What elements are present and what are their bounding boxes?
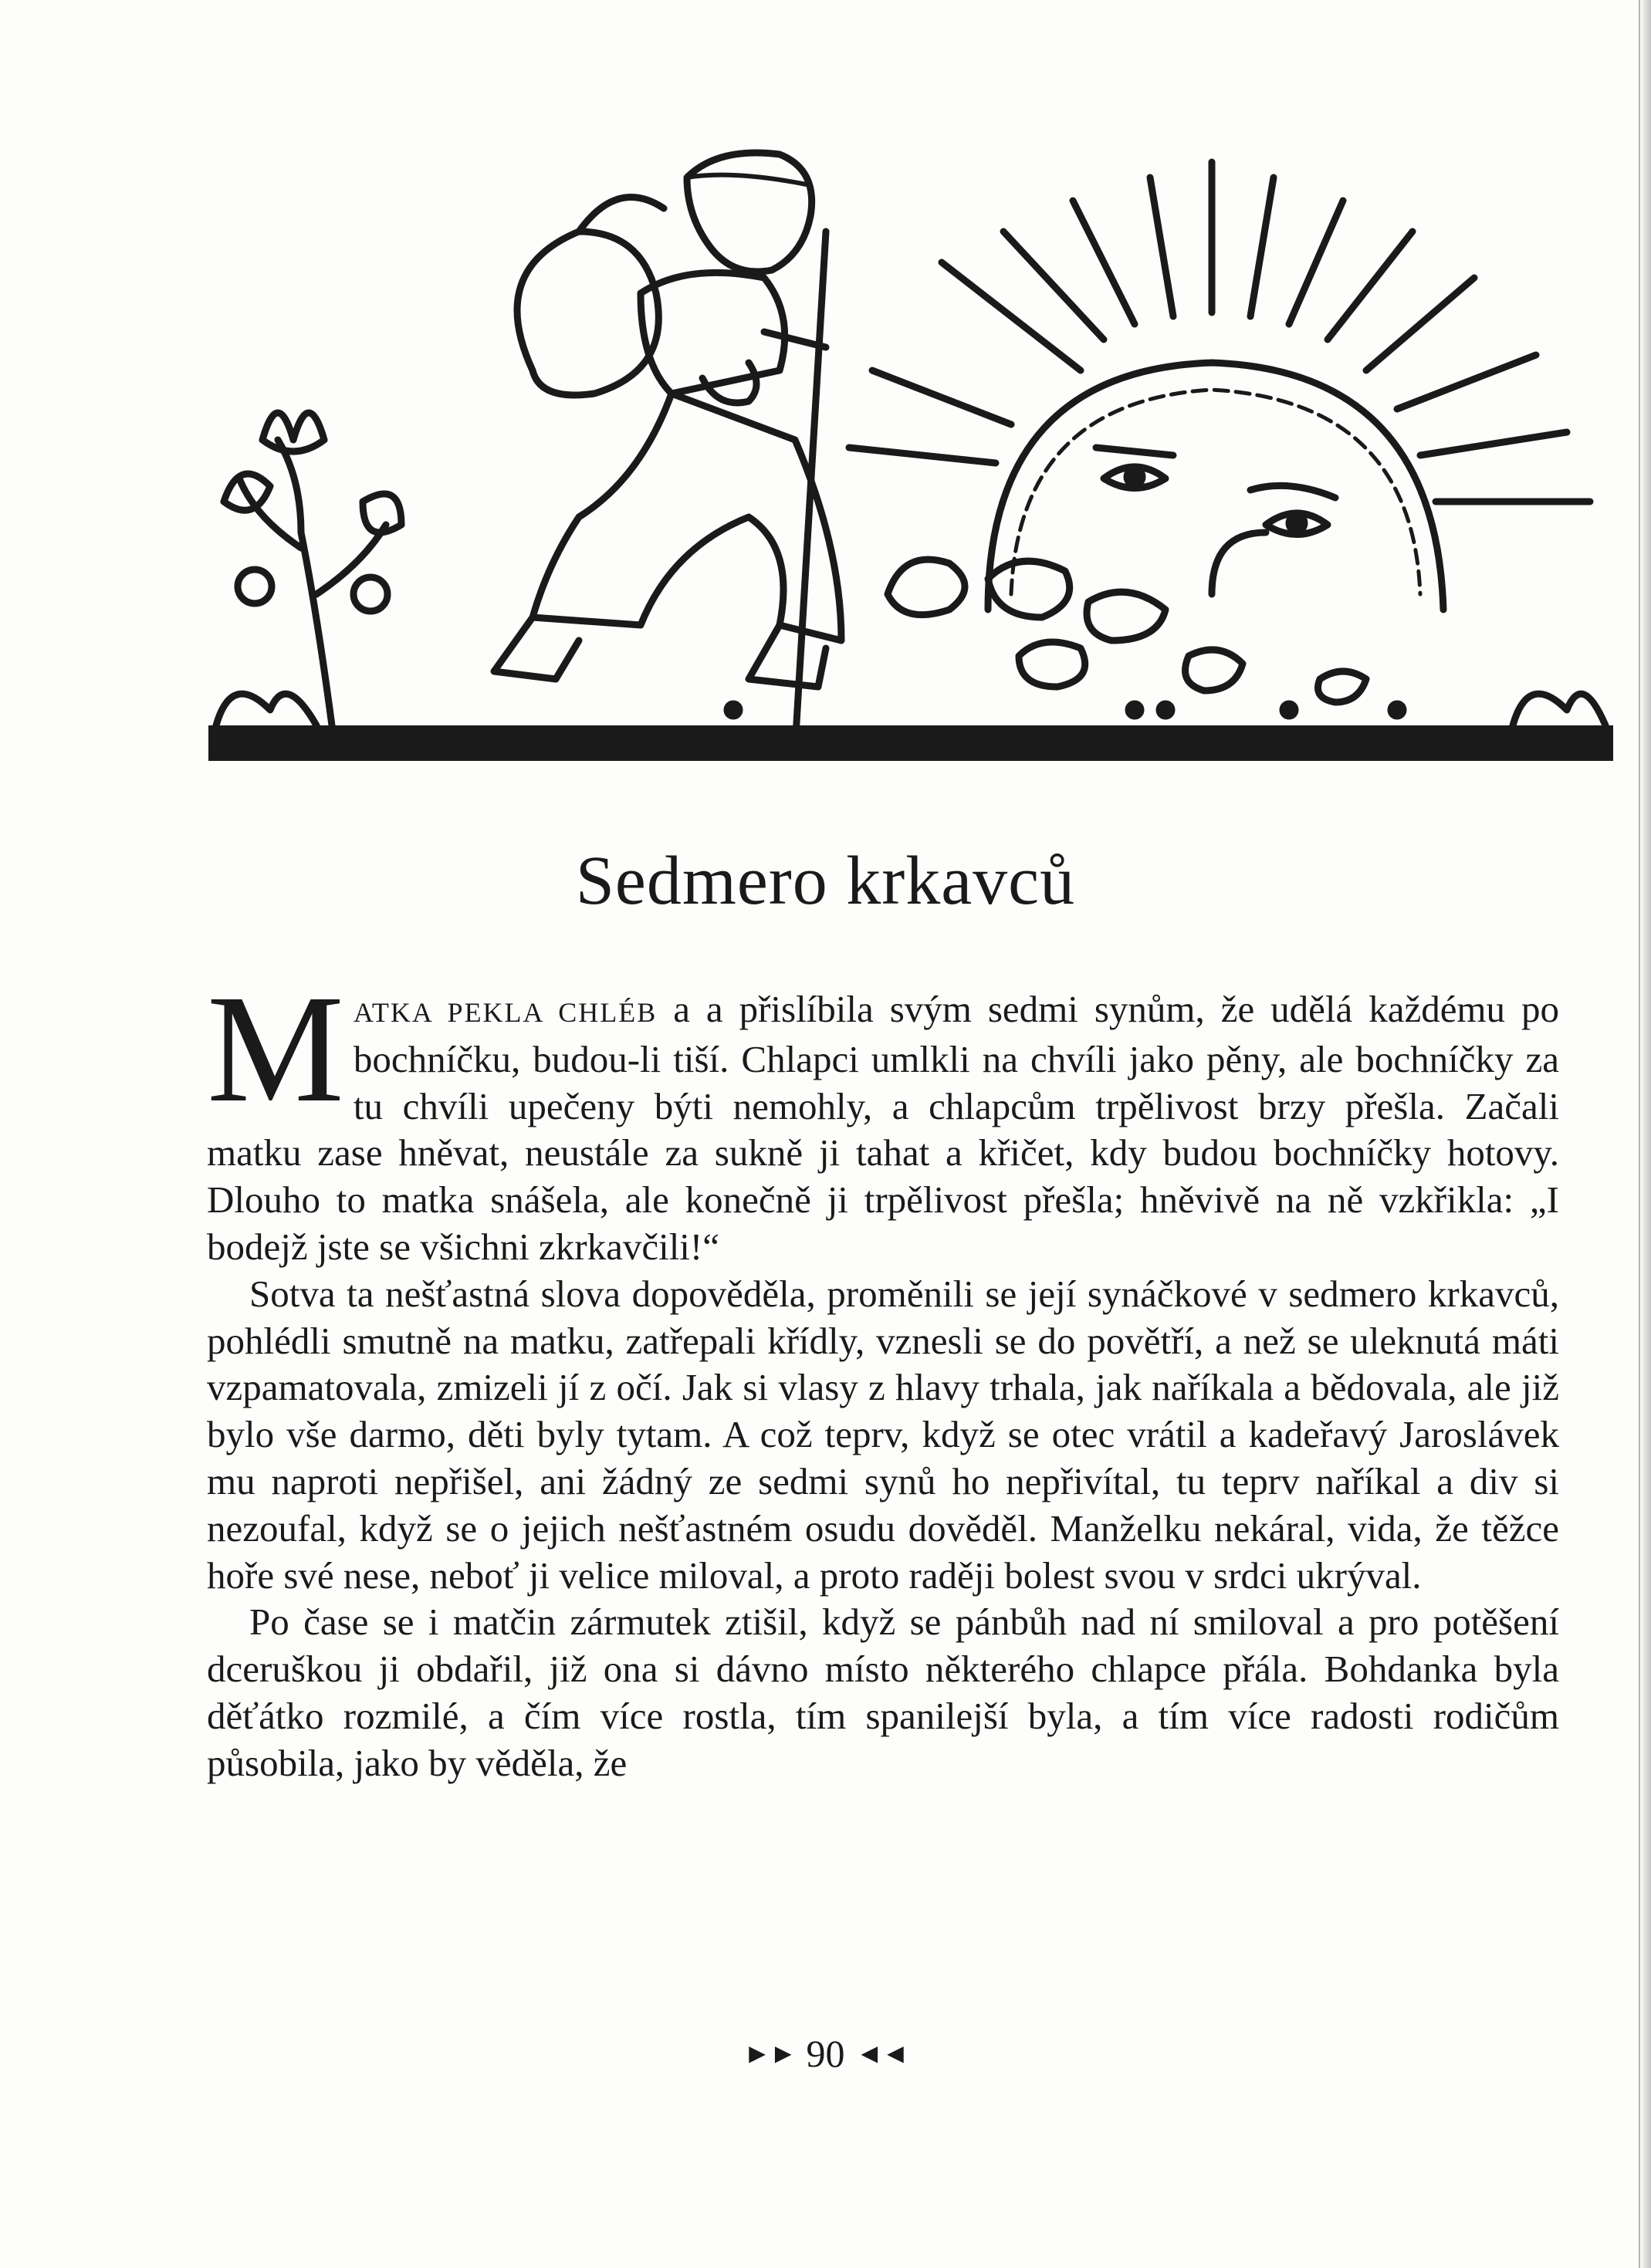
sun-rays-icon bbox=[849, 162, 1590, 502]
woman-with-sack-icon bbox=[494, 153, 841, 749]
page-footer bbox=[0, 2031, 1651, 2076]
flower-plant-icon bbox=[216, 413, 1605, 725]
paragraph-2: Sotva ta nešťastná slova dopověděla, proměnili se její synáčkové v sedmero krkavců, pohlédli smutně na matku, zatřepali křídly, vznesli se do povětří, a než se uleknutá máti vzpamatovala, zmizeli jí z očí. Jak si vlasy z hlavy trhala, jak naříkala a bědovala, ale již bylo vše darmo, děti byly tytam. A což teprv, když se otec vrátil a kadeřavý Jaroslávek mu naproti nepřišel, ani žádný ze sedmi synů ho nepřivítal, tu teprv naříkal a div si nezoufal, když se o jejich nešťastném osudu dověděl. Manželku nekáral, vida, že těžce hoře své nese, neboť ji velice miloval, a proto raději bolest svou v srdci ukrýval. bbox=[207, 1272, 1559, 1597]
paragraph-1-text: a a přislíbila svým sedmi synům, že udělá každému po bochníčku, budou-li tiší. Chlapci umlkli na chvíli jako pěny, ale bochníčky za tu chvíli upečeny býti nemohly, a chlapcům trpělivost brzy přešla. Začali matku zase hněvat, neustále za sukně ji tahat a křičet, kdy budou bochníčky hotovy. Dlouho to matka snášela, ale konečně ji trpělivost přešla; hněvivě na ně vzkřikla: „I bodejž jste se všichni zkrkavčili!“ bbox=[207, 988, 1559, 1268]
page-title: Sedmero krkavců bbox=[575, 843, 1076, 919]
ground-bar bbox=[208, 725, 1613, 761]
paragraph-1 bbox=[207, 964, 1559, 1271]
folio-right-arrows-icon: ◄◄ bbox=[855, 2038, 908, 2069]
folio-left-arrows-icon: ►► bbox=[743, 2038, 796, 2069]
paragraph-3: Po čase se i matčin zármutek ztišil, když se pánbůh nad ní smiloval a pro potěšení dceruškou ji obdařil, již ona si dávno místo některého chlapce přála. Bohdanka byla děťátko rozmilé, a čím více rostla, tím spanilejší byla, a tím více radosti rodičům působila, jako by věděla, že bbox=[207, 1600, 1559, 1784]
small-caps-lead: ATKA PEKLA CHLÉB bbox=[353, 997, 658, 1028]
page-number: 90 bbox=[806, 2032, 845, 2075]
page-gutter bbox=[1640, 0, 1651, 2268]
sun-face-icon bbox=[988, 363, 1443, 610]
story-text bbox=[207, 964, 1559, 1787]
header-illustration bbox=[208, 116, 1613, 803]
drop-cap: M bbox=[207, 964, 344, 1134]
